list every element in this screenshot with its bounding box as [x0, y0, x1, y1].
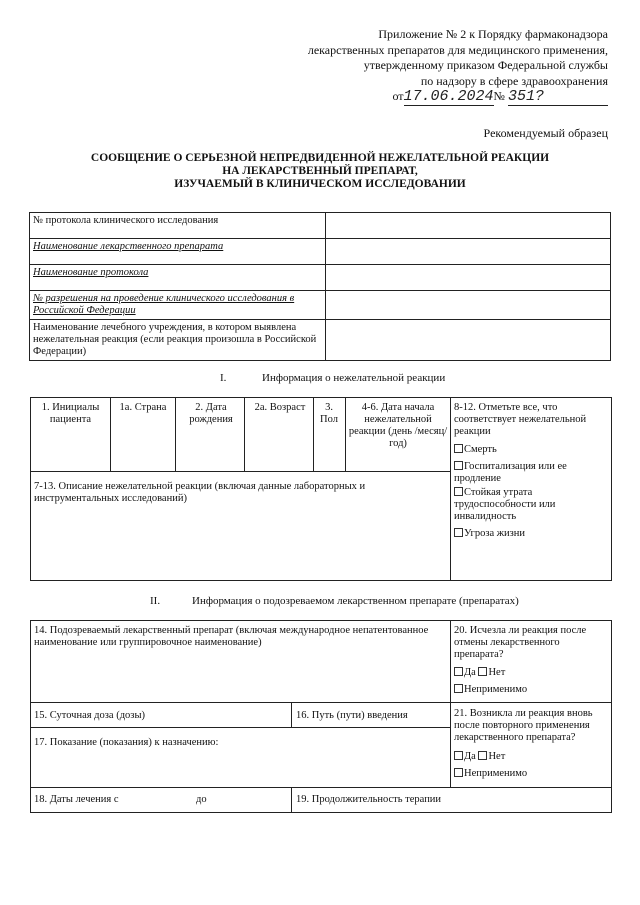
header-line: по надзору в сфере здравоохранения	[420, 73, 608, 88]
protocol-number-label: № протокола клинического исследования	[30, 213, 326, 239]
header-line: Приложение № 2 к Порядку фармаконадзора	[378, 27, 608, 41]
order-number: 351?	[508, 88, 545, 105]
checkbox-icon	[478, 751, 487, 760]
drug-name-field[interactable]	[326, 239, 611, 265]
outcome-option-death[interactable]: Смерть	[454, 444, 497, 456]
dechallenge-label: 20. Исчезла ли реакция после отмены лекарственного препарата?	[454, 625, 587, 660]
checkbox-icon	[454, 528, 463, 537]
study-info-table	[29, 212, 611, 361]
checkbox-icon	[454, 684, 463, 693]
form-title: СООБЩЕНИЕ О СЕРЬЕЗНОЙ НЕПРЕДВИДЕННОЙ НЕЖЕЛАТЕЛЬНОЙ РЕАКЦИИ НА ЛЕКАРСТВЕННЫЙ ПРЕПАРАТ, ИЗУЧАЕМЫЙ В КЛИНИЧЕСКОМ ИССЛЕДОВАНИИ	[90, 152, 550, 190]
header-line: утвержденному приказом Федеральной службы	[363, 58, 608, 72]
outcome-option-life-threat[interactable]: Угроза жизни	[454, 528, 525, 540]
rechallenge-label: 21. Возникла ли реакция вновь после повторного применения лекарственного препарата?	[454, 708, 593, 743]
treatment-dates-label: 18. Даты лечения с	[34, 794, 119, 805]
treatment-dates-to: до	[196, 794, 207, 805]
protocol-number-field[interactable]	[326, 213, 611, 239]
reaction-start-label: 4-6. Дата начала нежелательной реакции (день /месяц/год)	[348, 402, 448, 449]
patient-initials-label: 1. Инициалы пациента	[41, 402, 100, 425]
outcome-option-disability[interactable]: Стойкая утрата трудоспособности или инвалидность	[454, 487, 556, 522]
section-1-number: I.	[220, 372, 227, 384]
rechallenge-na[interactable]: Неприменимо	[454, 768, 527, 780]
section-2-number: II.	[150, 595, 161, 607]
dechallenge-yes-no[interactable]: Да Нет	[454, 667, 505, 679]
checkbox-icon	[454, 751, 463, 760]
checkbox-icon	[454, 487, 463, 496]
therapy-duration-label: 19. Продолжительность терапии	[296, 794, 442, 805]
approval-header	[278, 27, 608, 106]
rechallenge-yes-no[interactable]: Да Нет	[454, 751, 505, 763]
section-2-title: Информация о подозреваемом лекарственном препарате (препаратах)	[192, 595, 519, 607]
daily-dose-label: 15. Суточная доза (дозы)	[34, 710, 145, 721]
age-label: 2а. Возраст	[254, 402, 306, 413]
recommended-sample: Рекомендуемый образец	[483, 126, 608, 140]
checkbox-icon	[454, 768, 463, 777]
drug-name-label: Наименование лекарственного препарата	[30, 239, 326, 265]
sex-label: 3. Пол	[320, 402, 338, 425]
reaction-description-label: 7-13. Описание нежелательной реакции (включая данные лабораторных и инструментальных исследований)	[34, 481, 366, 504]
institution-label: Наименование лечебного учреждения, в котором выявлена нежелательная реакция (если реакция произошла в Российской Федерации)	[30, 320, 326, 361]
order-reference: от17.06.2024№ 351?	[278, 89, 608, 106]
header-line: лекарственных препаратов для медицинского применения,	[307, 42, 608, 57]
outcome-option-hospitalization[interactable]: Госпитализация или ее продление	[454, 461, 567, 484]
permit-number-field[interactable]	[326, 291, 611, 320]
indication-label: 17. Показание (показания) к назначению:	[34, 737, 219, 748]
route-label: 16. Путь (пути) введения	[296, 710, 408, 721]
checkbox-icon	[454, 461, 463, 470]
institution-field[interactable]	[326, 320, 611, 361]
checkbox-icon	[454, 444, 463, 453]
section-1-title: Информация о нежелательной реакции	[262, 372, 446, 384]
suspected-drug-label: 14. Подозреваемый лекарственный препарат (включая международное непатентованное наименование или группировочное наименование)	[34, 625, 429, 648]
country-label: 1а. Страна	[119, 402, 167, 413]
outcome-label: 8-12. Отметьте все, что соответствует нежелательной реакции	[454, 402, 587, 437]
checkbox-icon	[478, 667, 487, 676]
birth-date-label: 2. Дата рождения	[189, 402, 233, 425]
protocol-name-label: Наименование протокола	[30, 265, 326, 291]
protocol-name-field[interactable]	[326, 265, 611, 291]
dechallenge-na[interactable]: Неприменимо	[454, 684, 527, 696]
permit-number-label: № разрешения на проведение клинического исследования в Российской Федерации	[30, 291, 326, 320]
checkbox-icon	[454, 667, 463, 676]
order-date: 17.06.2024	[403, 88, 494, 105]
